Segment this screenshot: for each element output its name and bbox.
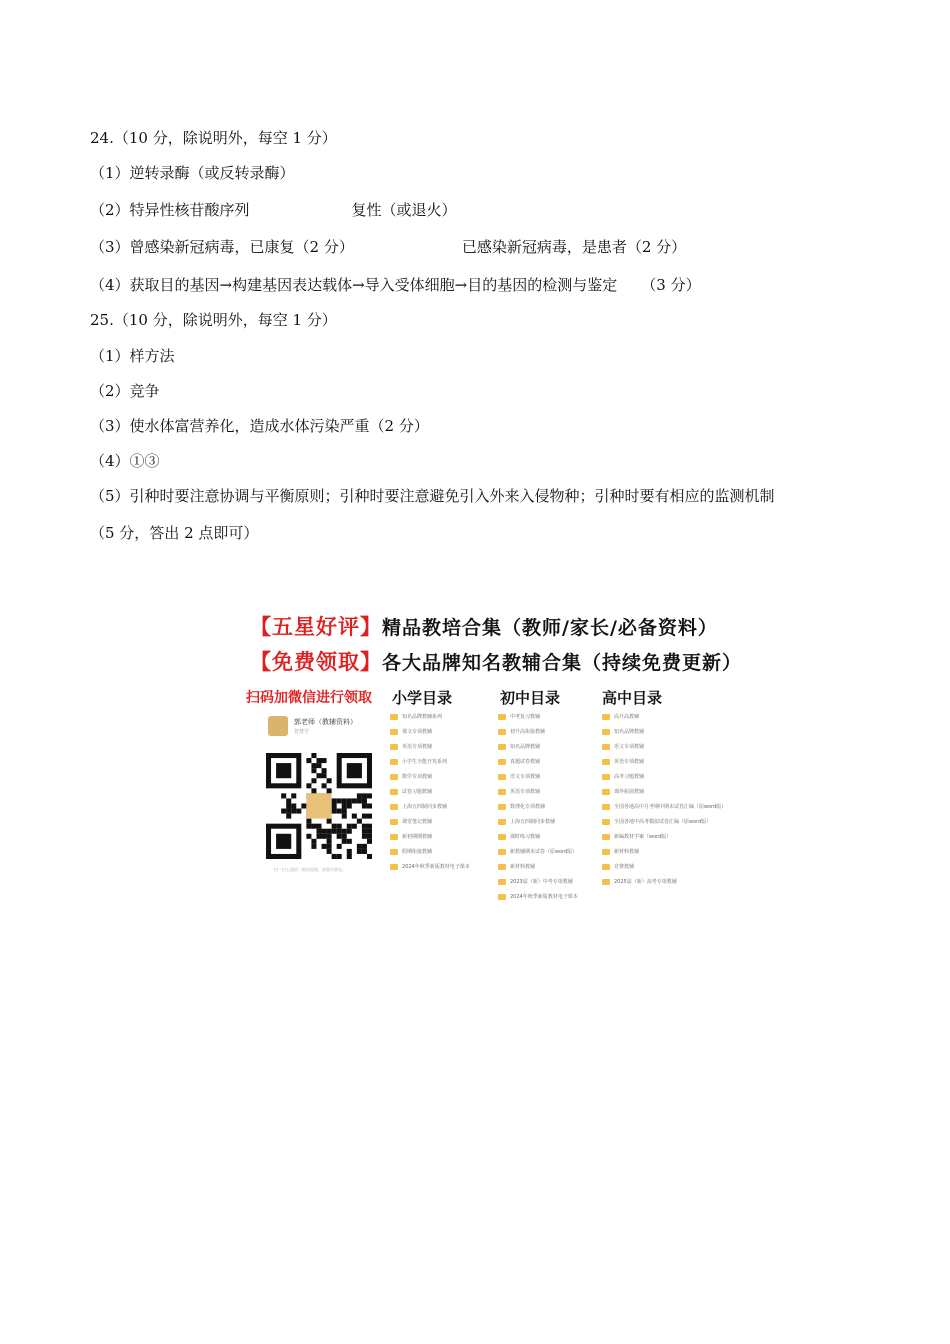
folder-icon [602,849,610,855]
list-item-label: 语文专项教辅 [614,744,645,750]
folder-icon [602,774,610,780]
folder-icon [602,714,610,720]
answer-line-5-part2: （3 分） [641,276,701,294]
answer-line-5 [90,275,701,295]
promo-title-1 [250,611,718,641]
list-item [390,829,470,844]
answer-line-10: （4）①③ [90,452,160,470]
folder-icon [390,774,398,780]
list-item [390,859,470,874]
list-item-label: 高考习题教辅 [614,774,645,780]
list-item-label: 2023届（新）中考专项教辅 [510,879,573,885]
answer-line-9: （3）使水体富营养化，造成水体污染严重（2 分） [90,417,429,435]
list-item-label: 知名品牌教辅系列 [402,714,443,720]
list-item-label: 真题试卷教辅 [510,759,541,765]
folder-icon [498,849,506,855]
answer-line-7: （1）样方法 [90,347,175,365]
answer-line-4-part2: 已感染新冠病毒，是患者（2 分） [461,238,687,256]
list-item [390,784,470,799]
list-item [602,784,726,799]
list-item [498,799,578,814]
answer-line-3 [90,200,457,220]
high-catalog-list [602,709,726,889]
list-item [390,754,470,769]
list-item-label: 语文专项教辅 [510,774,541,780]
list-item-label: 全国各地高中月考期中期末试卷汇编（原word版） [614,804,727,810]
list-item-label: 新初期期教辅 [402,834,433,840]
list-item [498,724,578,739]
list-item [498,874,578,889]
list-item [602,829,726,844]
list-item [602,799,726,814]
folder-icon [498,744,506,750]
folder-icon [602,834,610,840]
list-item-label: 英语专项教辅 [614,759,645,765]
promo-title-1-red: 【五星好评】 [250,615,382,639]
list-item-label: 新材料教辅 [614,849,640,855]
promo-title-2-black: 各大品牌知名教辅合集（持续免费更新） [382,652,743,674]
folder-icon [390,729,398,735]
folder-icon [390,789,398,795]
folder-icon [498,789,506,795]
folder-icon [602,789,610,795]
answer-line-1: 24.（10 分，除说明外，每空 1 分） [90,129,337,147]
folder-icon [390,849,398,855]
contact-subtitle: 智慧学 [294,729,310,735]
list-item [390,799,470,814]
folder-icon [390,714,398,720]
folder-icon [390,864,398,870]
folder-icon [390,834,398,840]
folder-icon [390,819,398,825]
list-item [498,754,578,769]
folder-icon [498,774,506,780]
list-item-label: 新材料教辅 [510,864,536,870]
folder-icon [602,729,610,735]
folder-icon [602,819,610,825]
list-item-label: 知名品牌教辅 [614,729,645,735]
folder-icon [498,894,506,900]
list-item [498,859,578,874]
list-item-label: 中考复习教辅 [510,714,541,720]
answer-line-4 [90,237,686,257]
folder-icon [498,864,506,870]
list-item [498,844,578,859]
list-item-label: 英语专项教辅 [510,789,541,795]
middle-catalog-title: 初中目录 [500,689,561,707]
primary-catalog-title: 小学目录 [392,689,453,707]
folder-icon [498,834,506,840]
answer-line-3-part1: （2）特异性核苷酸序列 [90,201,250,219]
list-item [602,739,726,754]
list-item-label: 课时练习教辅 [510,834,541,840]
qr-code-icon [266,753,372,859]
list-item-label: 课堂笔记教辅 [402,819,433,825]
list-item [602,709,726,724]
folder-icon [498,819,506,825]
list-item [390,724,470,739]
folder-icon [498,759,506,765]
list-item [498,769,578,784]
list-item-label: 2024年秋季新版教材电子课本 [402,864,470,870]
answer-line-3-part2: 复性（或退火） [351,201,457,219]
high-catalog-title: 高中目录 [602,689,663,707]
folder-icon [498,714,506,720]
folder-icon [602,864,610,870]
list-item [602,724,726,739]
answer-line-8: （2）竞争 [90,382,160,400]
primary-catalog-list [390,709,470,874]
list-item-label: 高升高教辅 [614,714,640,720]
folder-icon [498,804,506,810]
answer-line-6: 25.（10 分，除说明外，每空 1 分） [90,311,337,329]
list-item-label: 课外拓展教辅 [614,789,645,795]
answer-line-2: （1）逆转录酶（或反转录酶） [90,164,295,182]
folder-icon [602,804,610,810]
list-item-label: 新教辅期末试卷（原word版） [510,849,578,855]
qr-footer-text: 扫一扫上面的二维码图案，加我为朋友。 [274,867,346,872]
answer-line-4-part1: （3）曾感染新冠病毒，已康复（2 分） [90,238,354,256]
list-item [602,769,726,784]
list-item [390,739,470,754]
list-item [498,829,578,844]
folder-icon [602,744,610,750]
answer-line-12: （5 分，答出 2 点即可） [90,524,259,542]
list-item [602,814,726,829]
list-item-label: 上海五四制同步教辅 [402,804,448,810]
list-item [390,709,470,724]
promo-title-2-red: 【免费领取】 [250,650,382,674]
list-item [498,709,578,724]
list-item [498,889,578,904]
list-item-label: 小学生全能开发系列 [402,759,448,765]
folder-icon [602,759,610,765]
list-item [498,814,578,829]
list-item [602,859,726,874]
list-item [602,754,726,769]
list-item-label: 上海五四制同步教辅 [510,819,556,825]
folder-icon [390,759,398,765]
list-item-label: 知名品牌教辅 [510,744,541,750]
list-item-label: 英语专项教辅 [402,744,433,750]
list-item-label: 竞赛教辅 [614,864,635,870]
scan-label: 扫码加微信进行领取 [246,690,372,706]
list-item-label: 数学专项教辅 [402,774,433,780]
promo-title-1-black: 精品教培合集（教师/家长/必备资料） [382,617,718,639]
list-item [390,769,470,784]
answer-line-5-part1: （4）获取目的基因→构建基因表达载体→导入受体细胞→目的基因的检测与鉴定 [90,276,618,294]
folder-icon [390,804,398,810]
list-item-label: 试卷习题教辅 [402,789,433,795]
list-item [602,844,726,859]
avatar [268,716,288,736]
middle-catalog-list [498,709,578,904]
list-item-label: 2025届（新）高考专项教辅 [614,879,677,885]
contact-name: 郭老师（教辅资料） [294,718,357,726]
list-item [390,844,470,859]
folder-icon [498,879,506,885]
list-item [498,784,578,799]
folder-icon [390,744,398,750]
list-item-label: 假期衔接教辅 [402,849,433,855]
promo-title-2 [250,646,742,676]
list-item-label: 课文专项教辅 [402,729,433,735]
list-item-label: 数理化专项教辅 [510,804,546,810]
list-item-label: 2024年秋季新版教材电子课本 [510,894,578,900]
list-item-label: 新编教材学案（word版） [614,834,672,840]
list-item [498,739,578,754]
folder-icon [602,879,610,885]
list-item [390,814,470,829]
folder-icon [498,729,506,735]
answer-line-11: （5）引种时要注意协调与平衡原则；引种时要注意避免引入外来入侵物种；引种时要有相应的监测机制 [90,487,775,505]
list-item [602,874,726,889]
promo-banner [246,603,743,900]
list-item-label: 全国各地中高考模拟试卷汇编（原word版） [614,819,712,825]
list-item-label: 初升高衔接教辅 [510,729,546,735]
